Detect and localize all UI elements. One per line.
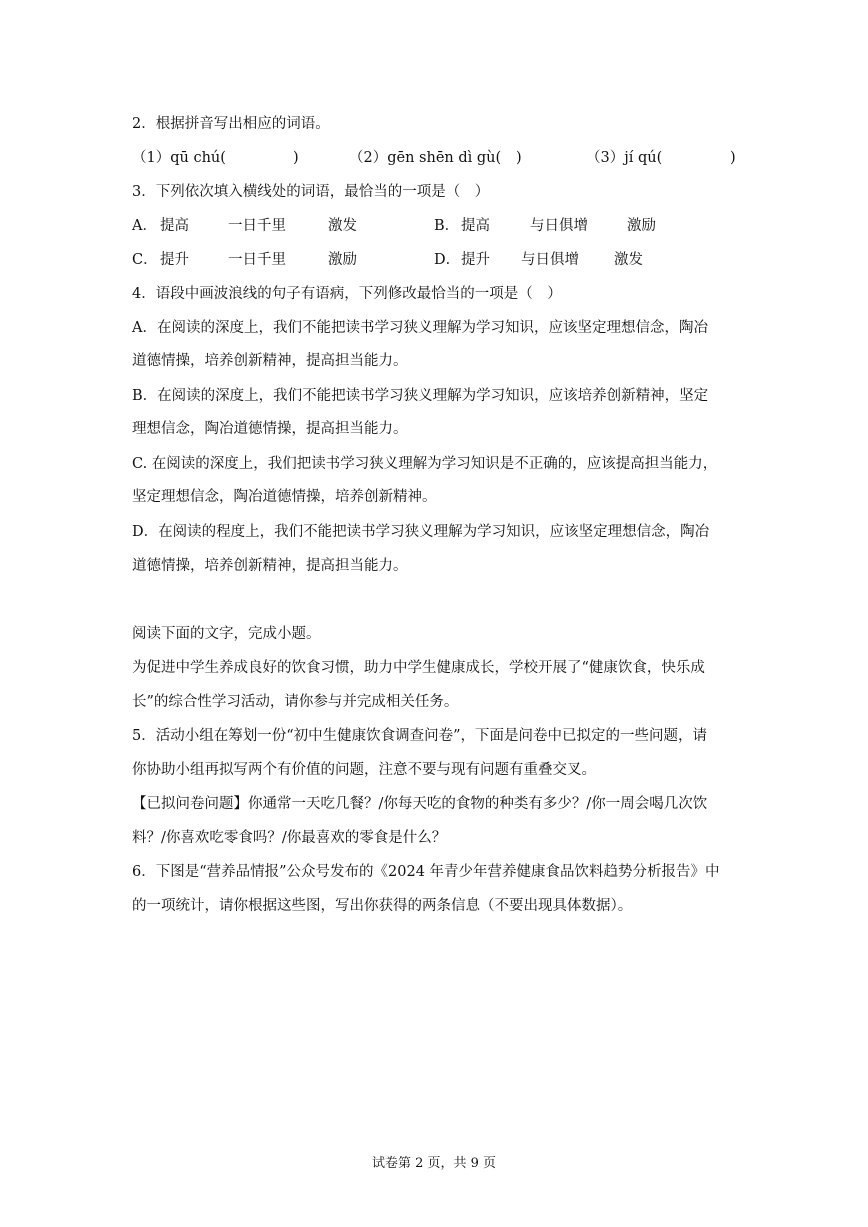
q3-option-a-word-2: 一日千里: [228, 218, 286, 234]
q3-option-c-word-2: 一日千里: [228, 252, 286, 268]
q3-stem: 3．下列依次填入横线处的词语，最恰当的一项是（ ）: [132, 184, 490, 200]
q2-stem: 2．根据拼音写出相应的词语。: [132, 116, 330, 132]
q2-item-3-close: ): [730, 150, 736, 166]
q4-option-d-line-1: D．在阅读的程度上，我们不能把读书学习狭义理解为学习知识，应该坚定理想信念，陶冶: [132, 524, 710, 540]
q2-item-2-pinyin: gēn shēn dì gù: [387, 150, 496, 166]
q3-option-d-word-1: 提升: [461, 252, 490, 268]
q3-option-c-word-3: 激励: [328, 252, 357, 268]
q2-item-1-close: ): [293, 150, 299, 166]
q2-item-1: （1）qū chú(: [132, 150, 226, 166]
q4-option-b-line-1: B．在阅读的深度上，我们不能把读书学习狭义理解为学习知识，应该培养创新精神，坚定: [132, 388, 709, 404]
q3-option-c-word-1: 提升: [160, 252, 189, 268]
q4-option-b-line-2: 理想信念，陶冶道德情操，提高担当能力。: [132, 421, 408, 437]
q5-questions-line-1: 【已拟问卷问题】你通常一天吃几餐？/你每天吃的食物的种类有多少？/你一周会喝几次饮: [132, 796, 708, 812]
q5-line-2: 你协助小组再拟写两个有价值的问题，注意不要与现有问题有重叠交叉。: [132, 762, 596, 778]
q2-item-3-pinyin: jí qú: [624, 150, 657, 166]
q4-stem: 4．语段中画波浪线的句子有语病，下列修改最恰当的一项是（ ）: [132, 286, 562, 302]
q6-line-1: 6．下图是“营养品情报”公众号发布的《2024 年青少年营养健康食品饮料趋势分析报告》中: [132, 864, 720, 880]
q3-option-d-word-3: 激发: [614, 252, 643, 268]
q4-option-d-line-2: 道德情操，培养创新精神，提高担当能力。: [132, 558, 408, 574]
q2-item-2-close: ): [516, 150, 522, 166]
q3-option-a-label: A．: [132, 218, 157, 234]
reading-intro: 阅读下面的文字，完成小题。: [132, 626, 321, 642]
q3-option-b-word-1: 提高: [461, 218, 490, 234]
page-footer: 试卷第 2 页，共 9 页: [371, 1156, 497, 1171]
reading-paragraph-line-2: 长”的综合性学习活动，请你参与并完成相关任务。: [132, 694, 459, 710]
q3-option-d-label: D．: [434, 252, 461, 268]
reading-paragraph-line-1: 为促进中学生养成良好的饮食习惯，助力中学生健康成长，学校开展了“健康饮食，快乐成: [132, 660, 705, 676]
q2-item-1-pinyin: qū chú: [170, 150, 221, 166]
q3-option-a-word-1: 提高: [160, 218, 189, 234]
q2-item-3: （3）jí qú(: [586, 150, 663, 166]
q4-option-a-line-2: 道德情操，培养创新精神，提高担当能力。: [132, 353, 408, 369]
q3-option-a-word-3: 激发: [328, 218, 357, 234]
q3-option-b-word-2: 与日俱增: [530, 218, 588, 234]
q3-option-b-word-3: 激励: [627, 218, 656, 234]
q3-option-c-label: C．: [132, 252, 158, 268]
q4-option-c-line-1: C. 在阅读的深度上，我们把读书学习狭义理解为学习知识是不正确的，应该提高担当能力，: [132, 456, 718, 472]
q5-questions-line-2: 料？/你喜欢吃零食吗？/你最喜欢的零食是什么？: [132, 830, 447, 846]
q2-item-2: （2）gēn shēn dì gù(: [349, 150, 502, 166]
q3-option-b-label: B．: [434, 218, 460, 234]
q5-line-1: 5．活动小组在筹划一份“初中生健康饮食调查问卷”，下面是问卷中已拟定的一些问题，请: [132, 728, 708, 744]
q3-option-d-word-2: 与日俱增: [521, 252, 579, 268]
q6-line-2: 的一项统计，请你根据这些图，写出你获得的两条信息（不要出现具体数据）。: [132, 898, 633, 914]
q4-option-c-line-2: 坚定理想信念，陶冶道德情操，培养创新精神。: [132, 489, 437, 505]
q4-option-a-line-1: A．在阅读的深度上，我们不能把读书学习狭义理解为学习知识，应该坚定理想信念，陶冶: [132, 320, 708, 336]
